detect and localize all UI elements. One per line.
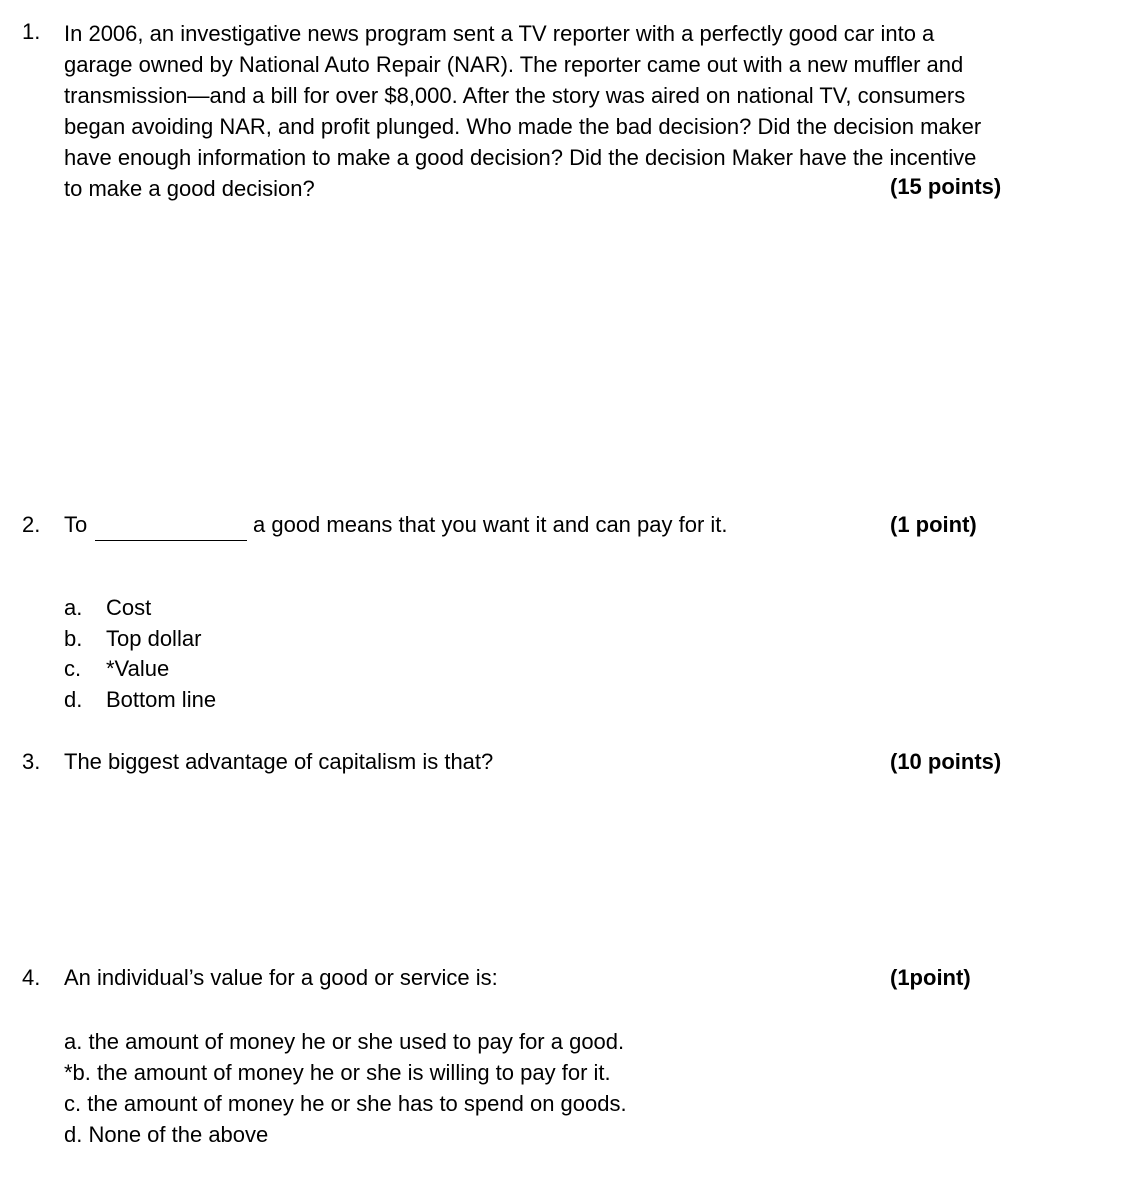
question-1-line: transmission—and a bill for over $8,000. After the story was aired on national TV, consumers	[64, 83, 966, 108]
question-1-line: In 2006, an investigative news program sent a TV reporter with a perfectly good car into a	[64, 21, 935, 46]
question-3-points: (10 points)	[890, 749, 1002, 774]
question-1-number: 1.	[22, 19, 41, 44]
question-1-line: have enough information to make a good decision? Did the decision Maker have the incentive	[64, 145, 977, 170]
question-1-line: to make a good decision?	[64, 176, 315, 201]
question-1-points: (15 points)	[890, 174, 1002, 199]
option-text-b: Top dollar	[106, 626, 202, 651]
question-4-number: 4.	[22, 965, 41, 990]
option-c: c. the amount of money he or she has to spend on goods.	[64, 1091, 627, 1116]
question-3-number: 3.	[22, 749, 41, 774]
question-2-prefix: To	[64, 512, 88, 537]
option-a: a. the amount of money he or she used to pay for a good.	[64, 1029, 625, 1054]
question-4-text: An individual’s value for a good or service is:	[64, 965, 498, 990]
question-3-text: The biggest advantage of capitalism is that?	[64, 749, 494, 774]
option-text-d: Bottom line	[106, 687, 217, 712]
answer-blank	[95, 540, 247, 541]
option-text-c: *Value	[106, 656, 170, 681]
option-letter-c: c.	[64, 656, 82, 681]
question-4-points: (1point)	[890, 965, 971, 990]
question-4-options	[64, 1026, 627, 1150]
question-1-line: began avoiding NAR, and profit plunged. Who made the bad decision? Did the decision maker	[64, 114, 982, 139]
question-2-number: 2.	[22, 512, 41, 537]
option-text-a: Cost	[106, 595, 152, 620]
question-2-points: (1 point)	[890, 512, 977, 537]
question-2-suffix: a good means that you want it and can pay for it.	[253, 512, 728, 537]
option-letter-d: d.	[64, 687, 83, 712]
question-1-line: garage owned by National Auto Repair (NAR). The reporter came out with a new muffler and	[64, 52, 964, 77]
question-1-text	[64, 18, 981, 204]
option-b: *b. the amount of money he or she is willing to pay for it.	[64, 1060, 611, 1085]
option-letter-a: a.	[64, 595, 83, 620]
option-d: d. None of the above	[64, 1122, 269, 1147]
option-letter-b: b.	[64, 626, 83, 651]
